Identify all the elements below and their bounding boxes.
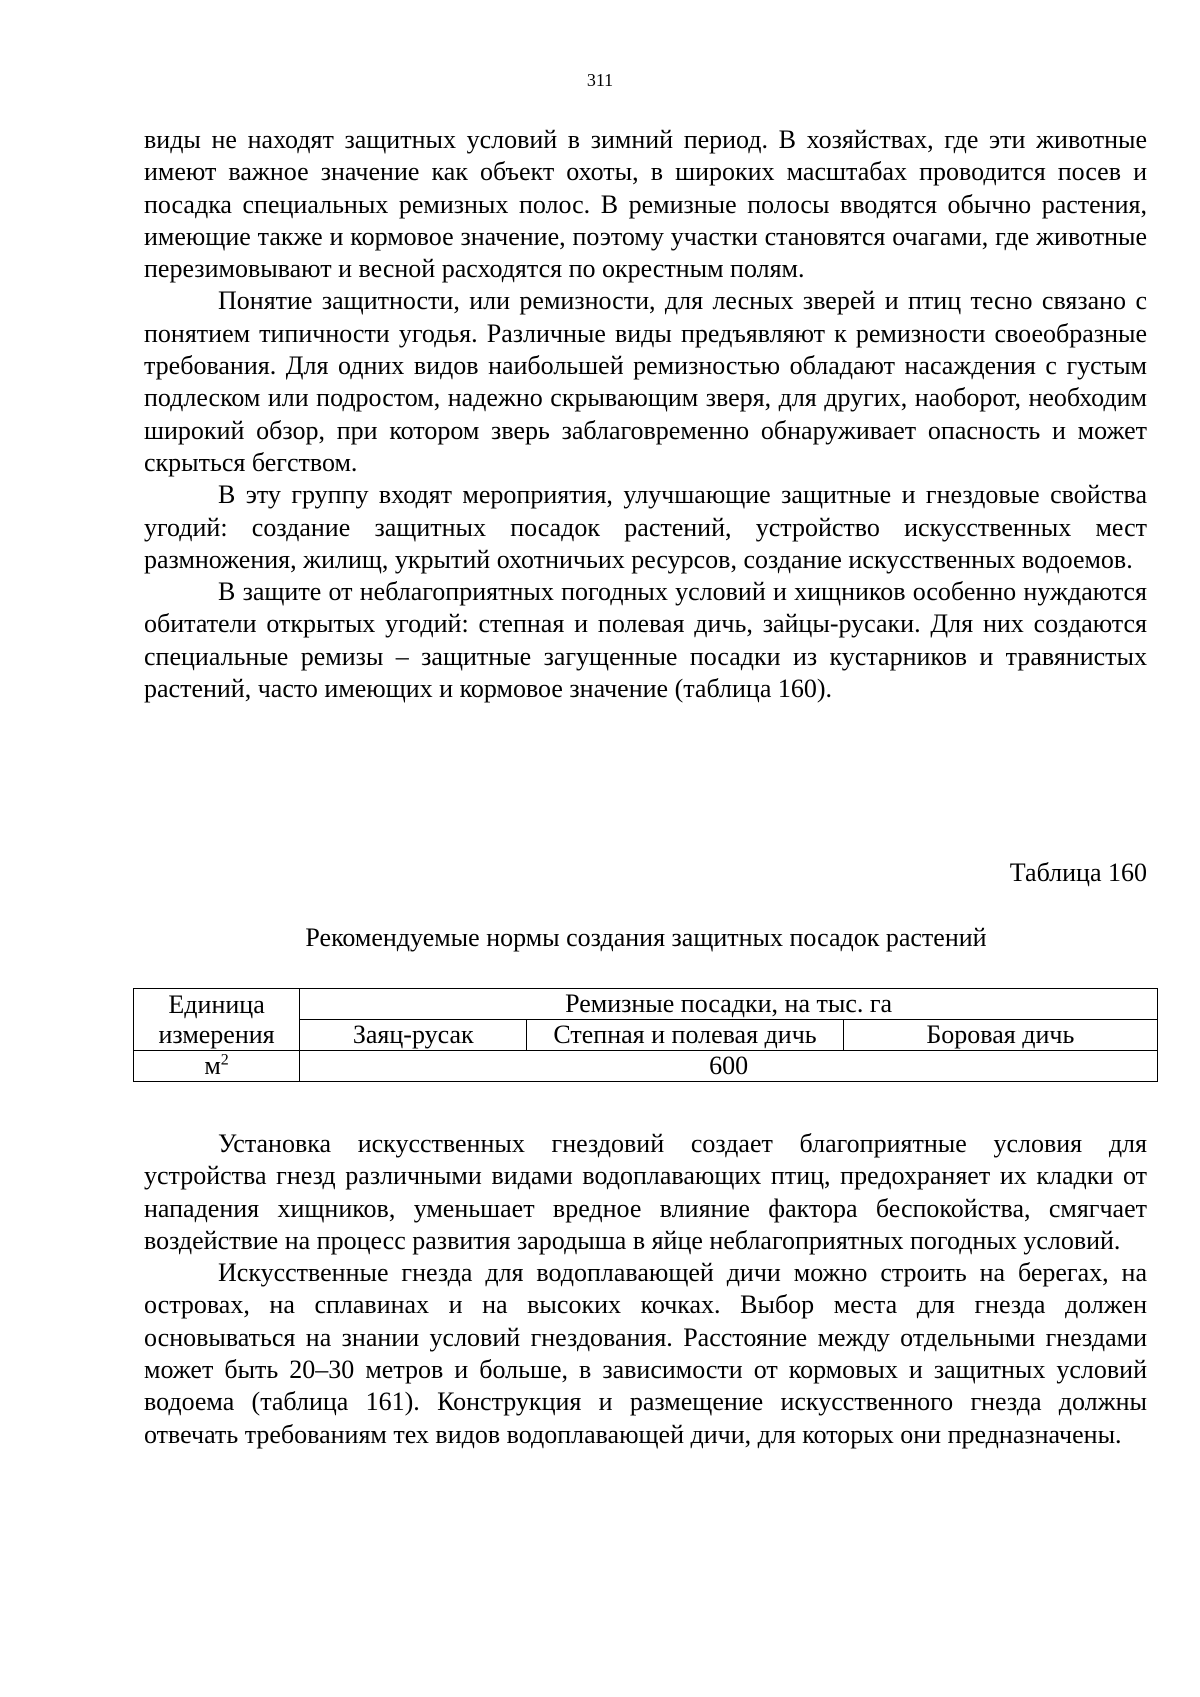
table-title bbox=[0, 923, 1200, 953]
unit-value: м bbox=[204, 1051, 221, 1080]
table-header-row bbox=[134, 989, 1158, 1020]
table-title-text: Рекомендуемые нормы создания защитных посадок растений bbox=[305, 923, 987, 952]
column-header-forest: Боровая дичь bbox=[843, 1020, 1157, 1051]
paragraph: Установка искусственных гнездовий создает благоприятные условия для устройства гнезд различными видами водоплавающих птиц, предохраняет их кладки от нападения хищников, уменьшает вредное влияние фактора беспокойства, смягчает воздействие на процесс развития зародыша в яйце неблагоприятных погодных условий. bbox=[144, 1129, 1147, 1255]
unit-header-line2: измерения bbox=[158, 1019, 275, 1049]
table-caption: Таблица 160 bbox=[1009, 858, 1147, 887]
paragraph: Искусственные гнезда для водоплавающей дичи можно строить на берегах, на островах, на сплавинах и на высоких кочках. Выбор места для гнезда должен основываться на знании условий гнездования. Расстояние между отдельными гнездами может быть 20–30 метров и больше, в зависимости от кормовых и защитных условий водоема (таблица 161). Конструкция и размещение искусственного гнезда должны отвечать требованиям тех видов водоплавающей дичи, для которых они предназначены. bbox=[144, 1258, 1147, 1449]
unit-header-line1: Единица bbox=[168, 989, 265, 1019]
paragraph: виды не находят защитных условий в зимний период. В хозяйствах, где эти животные имеют важное значение как объект охоты, в широких масштабах проводится посев и посадка специальных ремизных полос. В ремизные полосы вводятся обычно растения, имеющие также и кормовое значение, поэтому участки становятся очагами, где животные перезимовывают и весной расходятся по окрестным полям. bbox=[144, 125, 1147, 284]
group-header-cell: Ремизные посадки, на тыс. га bbox=[300, 989, 1158, 1020]
bottom-text-block bbox=[144, 1128, 1147, 1451]
paragraph: В эту группу входят мероприятия, улучшающие защитные и гнездовые свойства угодий: создание защитных посадок растений, устройство искусственных мест размножения, жилищ, укрытий охотничьих ресурсов, создание искусственных водоемов. bbox=[144, 480, 1147, 574]
top-text-block bbox=[144, 124, 1147, 705]
paragraph: В защите от неблагоприятных погодных условий и хищников особенно нуждаются обитатели открытых угодий: степная и полевая дичь, зайцы-русаки. Для них создаются специальные ремизы – защитные загущенные посадки из кустарников и травянистых растений, часто имеющих и кормовое значение (таблица 160). bbox=[144, 577, 1147, 704]
value-cell: 600 bbox=[300, 1051, 1158, 1082]
column-header-steppe: Степная и полевая дичь bbox=[527, 1020, 843, 1051]
paragraph: Понятие защитности, или ремизности, для лесных зверей и птиц тесно связано с понятием типичности угодья. Различные виды предъявляют к ремизности своеобразные требования. Для одних видов наибольшей ремизностью обладают насаждения с густым подлеском или подростом, надежно скрывающим зверя, для других, наоборот, необходим широкий обзор, при котором зверь заблаговременно обнаруживает опасность и может скрыться бегством. bbox=[144, 286, 1147, 477]
page-number: 311 bbox=[586, 70, 614, 90]
unit-header-cell bbox=[134, 989, 300, 1051]
unit-value-cell bbox=[134, 1051, 300, 1082]
column-header-hare: Заяц-русак bbox=[300, 1020, 527, 1051]
norms-table bbox=[133, 988, 1158, 1082]
unit-power: 2 bbox=[220, 1051, 229, 1069]
table-row bbox=[134, 1051, 1158, 1082]
